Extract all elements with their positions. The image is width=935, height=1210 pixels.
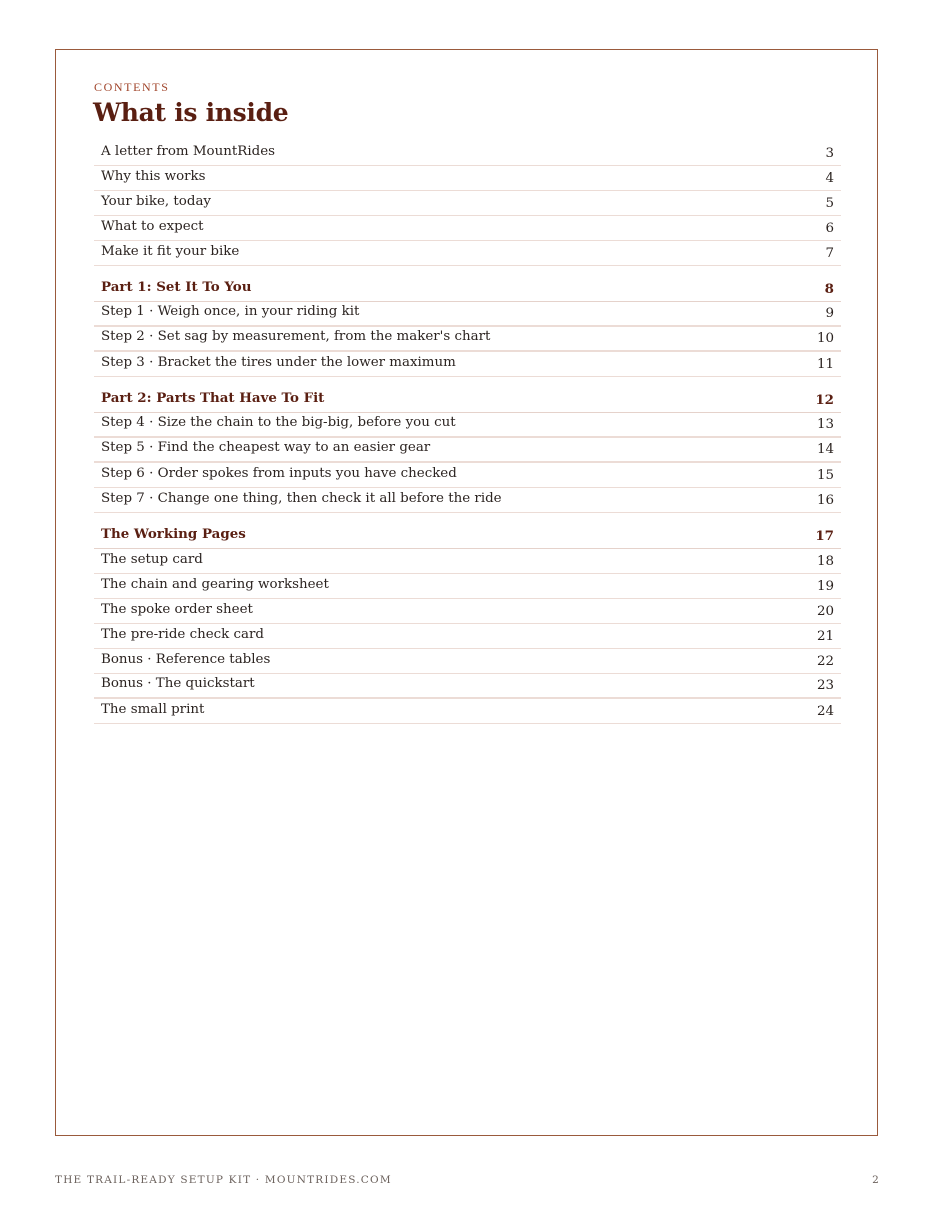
- page-title: What is inside: [93, 98, 289, 127]
- toc-entry-label: The Working Pages: [101, 526, 246, 542]
- toc-entry-label: Step 7 · Change one thing, then check it all before the ride: [101, 491, 502, 506]
- toc-entry-page: 7: [825, 246, 834, 261]
- toc-entry-label: The setup card: [101, 552, 203, 567]
- toc-part-heading[interactable]: [94, 513, 841, 549]
- toc-entry-page: 13: [816, 417, 834, 432]
- toc-entry[interactable]: [94, 488, 841, 513]
- toc-entry[interactable]: [94, 438, 841, 463]
- toc-part-heading[interactable]: [94, 377, 841, 413]
- toc-entry-label: What to expect: [101, 219, 204, 234]
- toc-entry-page: 22: [816, 654, 834, 669]
- toc-entry-label: The pre-ride check card: [101, 627, 264, 642]
- toc-part-heading[interactable]: [94, 266, 841, 302]
- section-eyebrow: CONTENTS: [94, 80, 170, 94]
- toc-entry-label: Step 3 · Bracket the tires under the lower maximum: [101, 355, 456, 370]
- toc-entry-label: Step 4 · Size the chain to the big-big, before you cut: [101, 415, 456, 430]
- toc-entry-page: 16: [816, 493, 834, 508]
- toc-entry-label: Part 1: Set It To You: [101, 279, 252, 295]
- toc-entry-page: 6: [825, 221, 834, 236]
- toc-entry-label: A letter from MountRides: [101, 144, 275, 159]
- toc-entry[interactable]: [94, 699, 841, 724]
- footer-title: THE TRAIL-READY SETUP KIT · MOUNTRIDES.COM: [55, 1174, 392, 1186]
- toc-entry-label: Part 2: Parts That Have To Fit: [101, 390, 325, 406]
- toc-entry[interactable]: [94, 674, 841, 699]
- toc-entry[interactable]: [94, 352, 841, 377]
- toc-entry-page: 14: [816, 442, 834, 457]
- toc-entry-page: 19: [816, 579, 834, 594]
- toc-entry-page: 12: [815, 392, 834, 408]
- toc-entry-page: 11: [816, 357, 834, 372]
- toc-entry-page: 3: [825, 146, 834, 161]
- toc-entry-label: The small print: [101, 702, 205, 717]
- page-footer: [55, 1174, 880, 1186]
- toc-entry-label: Step 6 · Order spokes from inputs you have checked: [101, 466, 457, 481]
- toc-entry[interactable]: [94, 241, 841, 266]
- toc-entry-page: 5: [825, 196, 834, 211]
- toc-entry-page: 15: [816, 468, 834, 483]
- toc-entry[interactable]: [94, 302, 841, 327]
- toc-entry[interactable]: [94, 141, 841, 166]
- footer-page-number: 2: [872, 1174, 880, 1186]
- toc-entry-page: 9: [825, 306, 834, 321]
- toc-entry-label: Bonus · The quickstart: [101, 676, 255, 691]
- toc-entry-label: Step 5 · Find the cheapest way to an easier gear: [101, 440, 431, 455]
- toc-entry[interactable]: [94, 216, 841, 241]
- toc-entry[interactable]: [94, 624, 841, 649]
- toc-entry[interactable]: [94, 549, 841, 574]
- toc-entry[interactable]: [94, 166, 841, 191]
- toc-entry-page: 17: [815, 528, 834, 544]
- toc-entry-page: 21: [816, 629, 834, 644]
- toc-entry-label: Step 2 · Set sag by measurement, from the maker's chart: [101, 329, 491, 344]
- toc-entry-label: Step 1 · Weigh once, in your riding kit: [101, 304, 360, 319]
- toc-entry-label: Why this works: [101, 169, 206, 184]
- toc-entry-label: Make it fit your bike: [101, 244, 240, 259]
- toc-entry-page: 10: [816, 331, 834, 346]
- toc-entry-label: The spoke order sheet: [101, 602, 253, 617]
- toc-entry-page: 8: [824, 281, 834, 297]
- toc-entry-page: 23: [816, 678, 834, 693]
- toc-entry-page: 24: [816, 704, 834, 719]
- toc-entry[interactable]: [94, 191, 841, 216]
- toc-entry[interactable]: [94, 599, 841, 624]
- toc-entry-label: Bonus · Reference tables: [101, 652, 271, 667]
- toc-entry-label: Your bike, today: [101, 194, 211, 209]
- toc-entry[interactable]: [94, 327, 841, 352]
- toc-entry[interactable]: [94, 413, 841, 438]
- toc-entry-page: 4: [825, 171, 834, 186]
- toc-entry-page: 18: [816, 554, 834, 569]
- toc-entry[interactable]: [94, 463, 841, 488]
- toc-entry-page: 20: [816, 604, 834, 619]
- toc-entry[interactable]: [94, 574, 841, 599]
- toc-entry-label: The chain and gearing worksheet: [101, 577, 329, 592]
- toc-entry[interactable]: [94, 649, 841, 674]
- table-of-contents: [94, 141, 841, 724]
